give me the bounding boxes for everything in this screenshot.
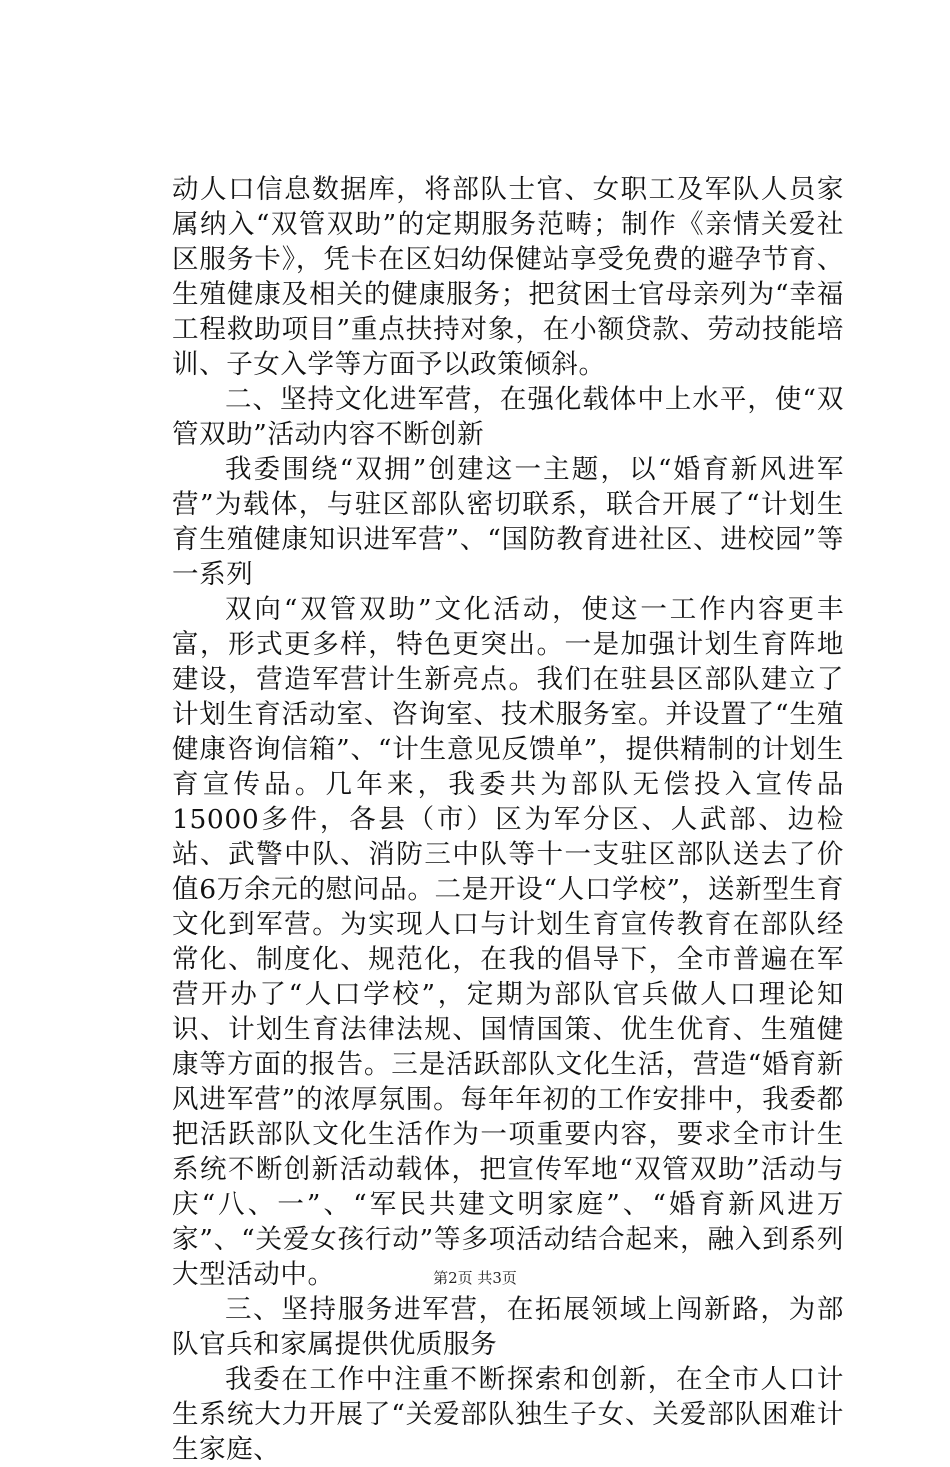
paragraph: 我委在工作中注重不断探索和创新，在全市人口计生系统大力开展了“关爱部队独生子女、关爱部队困难计生家庭、: [172, 1364, 844, 1465]
paragraph-continued: 动人口信息数据库，将部队士官、女职工及军队人员家属纳入“双管双助”的定期服务范畴；制作《亲情关爱社区服务卡》，凭卡在区妇幼保健站享受免费的避孕节育、生殖健康及相关的健康服务；把贫困士官母亲列为“幸福工程救助项目”重点扶持对象，在小额贷款、劳动技能培训、子女入学等方面予以政策倾斜。: [172, 174, 844, 380]
section-heading-3: 三、坚持服务进军营，在拓展领域上闯新路，为部队官兵和家属提供优质服务: [172, 1294, 844, 1360]
section-heading-2: 二、坚持文化进军营，在强化载体中上水平，使“双管双助”活动内容不断创新: [172, 384, 844, 450]
page-footer: 第2页 共3页: [433, 1269, 517, 1287]
paragraph: 双向“双管双助”文化活动，使这一工作内容更丰富，形式更多样，特色更突出。一是加强计划生育阵地建设，营造军营计生新亮点。我们在驻县区部队建立了计划生育活动室、咨询室、技术服务室。并设置了“生殖健康咨询信箱”、“计生意见反馈单”，提供精制的计划生育宣传品。几年来，我委共为部队无偿投入宣传品15000多件，各县（市）区为军分区、人武部、边检站、武警中队、消防三中队等十一支驻区部队送去了价值6万余元的慰问品。二是开设“人口学校”，送新型生育文化到军营。为实现人口与计划生育宣传教育在部队经常化、制度化、规范化，在我的倡导下，全市普遍在军营开办了“人口学校”，定期为部队官兵做人口理论知识、计划生育法律法规、国情国策、优生优育、生殖健康等方面的报告。三是活跃部队文化生活，营造“婚育新风进军营”的浓厚氛围。每年年初的工作安排中，我委都把活跃部队文化生活作为一项重要内容，要求全市计生系统不断创新活动载体，把宣传军地“双管双助”活动与庆“八、一”、“军民共建文明家庭”、“婚育新风进万家”、“关爱女孩行动”等多项活动结合起来，融入到系列大型活动中。: [172, 594, 844, 1290]
paragraph: 我委围绕“双拥”创建这一主题，以“婚育新风进军营”为载体，与驻区部队密切联系，联合开展了“计划生育生殖健康知识进军营”、“国防教育进社区、进校园”等一系列: [172, 454, 844, 590]
